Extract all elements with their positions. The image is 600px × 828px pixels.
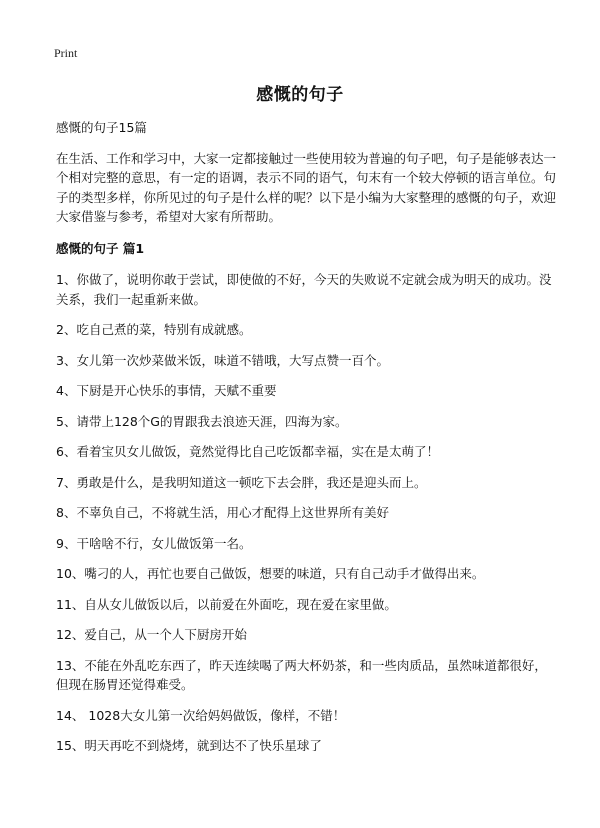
list-item: 8、不辜负自己，不将就生活，用心才配得上这世界所有美好 bbox=[56, 505, 389, 520]
print-link[interactable]: Print bbox=[54, 46, 78, 60]
list-item: 10、嘴刁的人，再忙也要自己做饭，想要的味道，只有自己动手才做得出来。 bbox=[56, 566, 485, 581]
list-item: 14、 1028大女儿第一次给妈妈做饭，像样，不错！ bbox=[56, 707, 346, 723]
intro-paragraph: 在生活、工作和学习中，大家一定都接触过一些使用较为普遍的句子吧，句子是能够表达一个相对完整的意思，有一定的语调，表示不同的语气，句末有一个较大停顿的语言单位。句子的类型多样，你所见过的句子是什么样的呢？以下是小编为大家整理的感慨的句子，欢迎大家借鉴与参考，希望对大家有所帮助。 bbox=[56, 150, 557, 224]
list-item: 4、下厨是开心快乐的事情，天赋不重要 bbox=[56, 383, 277, 398]
list-item: 6、看着宝贝女儿做饭，竟然觉得比自己吃饭都幸福，实在是太萌了！ bbox=[56, 444, 439, 459]
list-item: 5、请带上128个G的胃跟我去浪迹天涯，四海为家。 bbox=[56, 413, 348, 429]
list-item: 7、勇敢是什么，是我明知道这一顿吃下去会胖，我还是迎头而上。 bbox=[56, 474, 427, 490]
section-heading: 感慨的句子 篇1 bbox=[56, 240, 145, 256]
document-subtitle: 感慨的句子15篇 bbox=[56, 120, 147, 135]
document-title: 感慨的句子 bbox=[256, 85, 344, 105]
list-item: 3、女儿第一次炒菜做米饭，味道不错哦，大写点赞一百个。 bbox=[56, 352, 389, 368]
document-body bbox=[56, 118, 556, 767]
list-item: 2、吃自己煮的菜，特别有成就感。 bbox=[56, 322, 252, 337]
list-item: 1、你做了，说明你敢于尝试，即使做的不好，今天的失败说不定就会成为明天的成功。没关系，我们一起重新来做。 bbox=[56, 272, 552, 307]
list-item: 9、干啥啥不行，女儿做饭第一名。 bbox=[56, 535, 252, 551]
list-item: 15、明天再吃不到烧烤，就到达不了快乐星球了 bbox=[56, 738, 322, 753]
list-item: 13、不能在外乱吃东西了，昨天连续喝了两大杯奶茶，和一些肉质品，虽然味道都很好，但现在肠胃还觉得难受。 bbox=[56, 657, 547, 692]
list-item: 12、爱自己，从一个人下厨房开始 bbox=[56, 627, 247, 642]
list-item: 11、自从女儿做饭以后，以前爱在外面吃，现在爱在家里做。 bbox=[56, 596, 397, 612]
